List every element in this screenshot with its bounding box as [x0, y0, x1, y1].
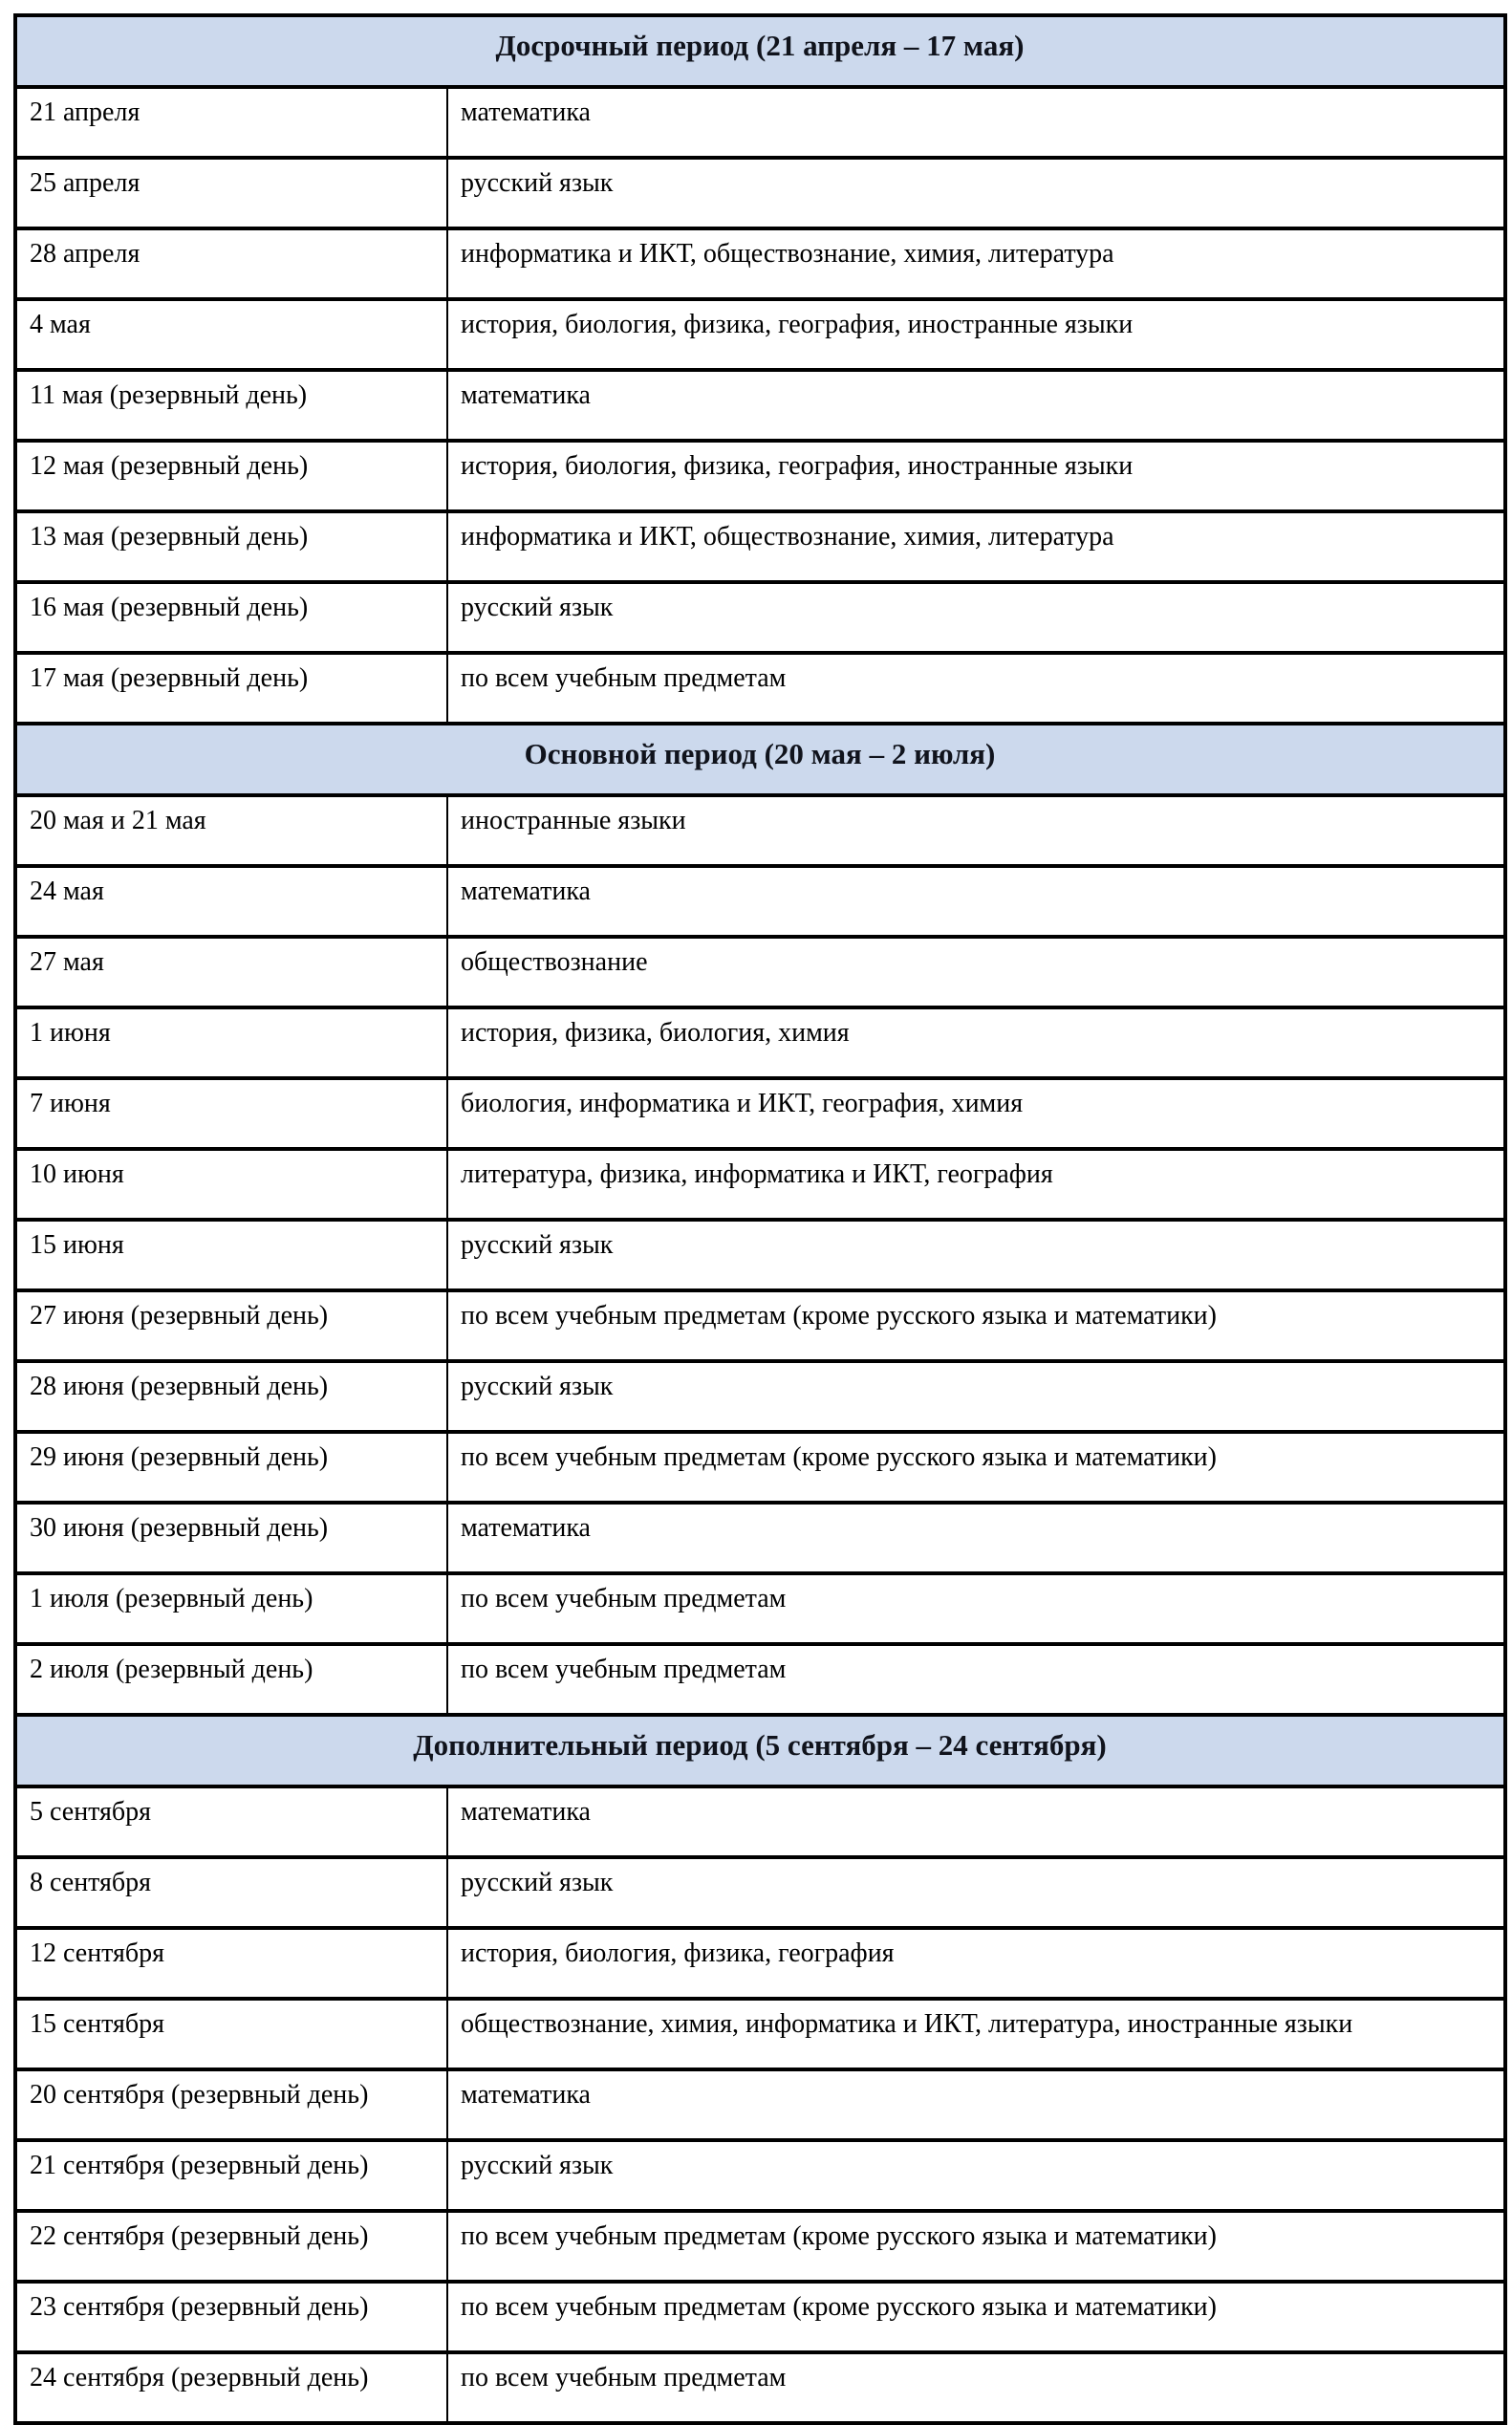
subjects-cell: по всем учебным предметам [447, 1573, 1505, 1644]
subjects-cell: обществознание [447, 937, 1505, 1007]
subjects-cell: математика [447, 1503, 1505, 1573]
subjects-cell: история, биология, физика, география, иностранные языки [447, 441, 1505, 511]
subjects-cell: история, физика, биология, химия [447, 1007, 1505, 1078]
subjects-cell: математика [447, 370, 1505, 441]
table-row [15, 228, 1505, 299]
date-cell: 2 июля (резервный день) [15, 1644, 447, 1715]
date-cell: 5 сентября [15, 1786, 447, 1857]
date-cell: 15 июня [15, 1220, 447, 1290]
table-row [15, 866, 1505, 937]
table-row [15, 1078, 1505, 1149]
table-row [15, 2282, 1505, 2352]
table-row [15, 1290, 1505, 1361]
table-row [15, 2211, 1505, 2282]
subjects-cell: по всем учебным предметам [447, 653, 1505, 724]
subjects-cell: по всем учебным предметам (кроме русского языка и математики) [447, 2282, 1505, 2352]
date-cell: 13 мая (резервный день) [15, 511, 447, 582]
subjects-cell: математика [447, 866, 1505, 937]
date-cell: 7 июня [15, 1078, 447, 1149]
table-row [15, 2140, 1505, 2211]
subjects-cell: русский язык [447, 1220, 1505, 1290]
exam-schedule-body [15, 15, 1505, 2423]
date-cell: 15 сентября [15, 1999, 447, 2069]
table-row [15, 1007, 1505, 1078]
date-cell: 1 июня [15, 1007, 447, 1078]
date-cell: 17 мая (резервный день) [15, 653, 447, 724]
date-cell: 10 июня [15, 1149, 447, 1220]
subjects-cell: русский язык [447, 158, 1505, 228]
subjects-cell: математика [447, 1786, 1505, 1857]
subjects-cell: по всем учебным предметам (кроме русского языка и математики) [447, 1290, 1505, 1361]
date-cell: 29 июня (резервный день) [15, 1432, 447, 1503]
table-row [15, 370, 1505, 441]
section-header-row [15, 724, 1505, 795]
table-row [15, 2069, 1505, 2140]
subjects-cell: информатика и ИКТ, обществознание, химия, литература [447, 511, 1505, 582]
date-cell: 28 апреля [15, 228, 447, 299]
table-row [15, 511, 1505, 582]
subjects-cell: русский язык [447, 2140, 1505, 2211]
subjects-cell: математика [447, 2069, 1505, 2140]
date-cell: 30 июня (резервный день) [15, 1503, 447, 1573]
table-row [15, 795, 1505, 866]
table-row [15, 158, 1505, 228]
table-row [15, 87, 1505, 158]
date-cell: 1 июля (резервный день) [15, 1573, 447, 1644]
subjects-cell: математика [447, 87, 1505, 158]
section-header-row [15, 1715, 1505, 1786]
table-row [15, 1149, 1505, 1220]
table-row [15, 1573, 1505, 1644]
subjects-cell: русский язык [447, 582, 1505, 653]
subjects-cell: иностранные языки [447, 795, 1505, 866]
table-row [15, 1644, 1505, 1715]
exam-schedule-table [13, 13, 1507, 2425]
table-row [15, 1503, 1505, 1573]
table-row [15, 1999, 1505, 2069]
date-cell: 23 сентября (резервный день) [15, 2282, 447, 2352]
subjects-cell: по всем учебным предметам (кроме русского языка и математики) [447, 2211, 1505, 2282]
table-row [15, 2352, 1505, 2423]
subjects-cell: литература, физика, информатика и ИКТ, география [447, 1149, 1505, 1220]
table-row [15, 582, 1505, 653]
table-row [15, 299, 1505, 370]
subjects-cell: по всем учебным предметам [447, 1644, 1505, 1715]
section-title: Досрочный период (21 апреля – 17 мая) [15, 15, 1505, 87]
section-title: Дополнительный период (5 сентября – 24 сентября) [15, 1715, 1505, 1786]
table-row [15, 1857, 1505, 1928]
date-cell: 27 мая [15, 937, 447, 1007]
date-cell: 12 мая (резервный день) [15, 441, 447, 511]
date-cell: 20 мая и 21 мая [15, 795, 447, 866]
subjects-cell: информатика и ИКТ, обществознание, химия, литература [447, 228, 1505, 299]
date-cell: 22 сентября (резервный день) [15, 2211, 447, 2282]
section-title: Основной период (20 мая – 2 июля) [15, 724, 1505, 795]
table-row [15, 1220, 1505, 1290]
table-row [15, 441, 1505, 511]
table-row [15, 1928, 1505, 1999]
date-cell: 25 апреля [15, 158, 447, 228]
date-cell: 28 июня (резервный день) [15, 1361, 447, 1432]
subjects-cell: история, биология, физика, география [447, 1928, 1505, 1999]
table-row [15, 1361, 1505, 1432]
date-cell: 4 мая [15, 299, 447, 370]
date-cell: 11 мая (резервный день) [15, 370, 447, 441]
date-cell: 27 июня (резервный день) [15, 1290, 447, 1361]
date-cell: 21 сентября (резервный день) [15, 2140, 447, 2211]
date-cell: 24 сентября (резервный день) [15, 2352, 447, 2423]
date-cell: 12 сентября [15, 1928, 447, 1999]
date-cell: 20 сентября (резервный день) [15, 2069, 447, 2140]
table-row [15, 937, 1505, 1007]
subjects-cell: обществознание, химия, информатика и ИКТ, литература, иностранные языки [447, 1999, 1505, 2069]
subjects-cell: русский язык [447, 1857, 1505, 1928]
subjects-cell: история, биология, физика, география, иностранные языки [447, 299, 1505, 370]
table-row [15, 1786, 1505, 1857]
subjects-cell: русский язык [447, 1361, 1505, 1432]
subjects-cell: по всем учебным предметам (кроме русского языка и математики) [447, 1432, 1505, 1503]
date-cell: 21 апреля [15, 87, 447, 158]
table-row [15, 653, 1505, 724]
subjects-cell: биология, информатика и ИКТ, география, химия [447, 1078, 1505, 1149]
section-header-row [15, 15, 1505, 87]
date-cell: 24 мая [15, 866, 447, 937]
date-cell: 8 сентября [15, 1857, 447, 1928]
table-row [15, 1432, 1505, 1503]
date-cell: 16 мая (резервный день) [15, 582, 447, 653]
subjects-cell: по всем учебным предметам [447, 2352, 1505, 2423]
